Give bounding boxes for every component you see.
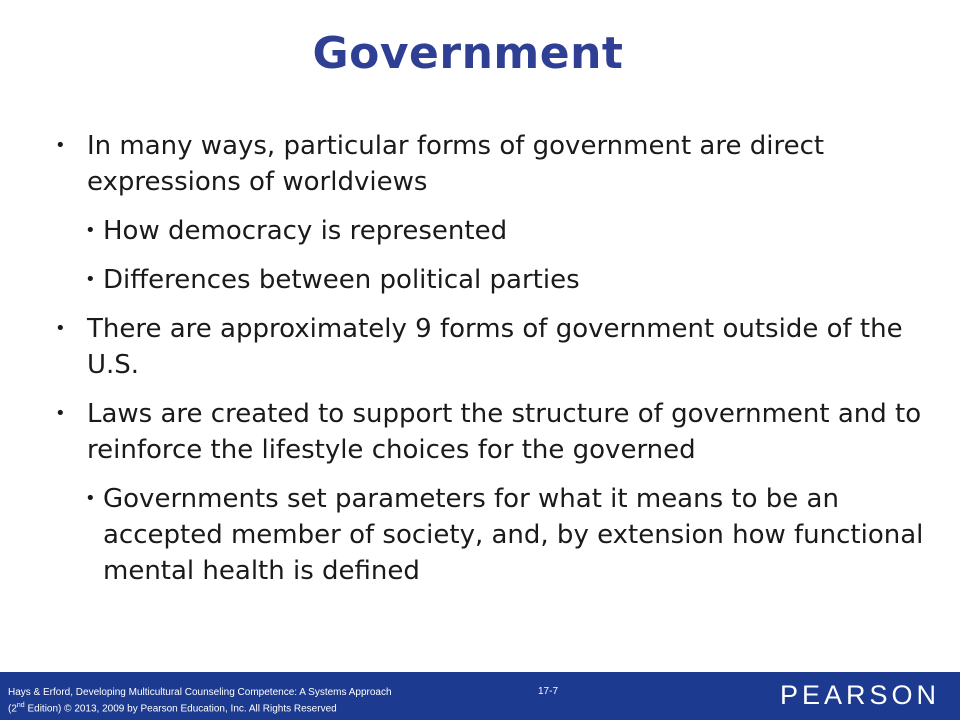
bullet-icon: • — [55, 135, 66, 156]
bullet-text: In many ways, particular forms of government are direct expressions of worldviews — [87, 131, 825, 197]
bullet-text: How democracy is represented — [103, 216, 508, 246]
footer-citation — [8, 686, 392, 715]
pearson-logo: PEARSON — [779, 680, 940, 710]
bullet-icon: • — [85, 488, 96, 509]
bullet-list — [44, 128, 940, 602]
sub-bullet-item — [44, 481, 940, 589]
citation-line-2 — [8, 699, 392, 715]
bullet-text: Laws are created to support the structure of government and to reinforce the lifestyle choices for the governed — [87, 399, 922, 465]
citation-line-1: Hays & Erford, Developing Multicultural Counseling Competence: A Systems Approach — [8, 687, 392, 698]
bullet-icon: • — [85, 269, 96, 290]
edition-number: (2 — [8, 703, 17, 715]
bullet-text: There are approximately 9 forms of government outside of the U.S. — [87, 314, 903, 380]
bullet-text: Governments set parameters for what it means to be an accepted member of society, and, by extension how functional mental health is defined — [103, 484, 924, 586]
sub-bullet-item — [44, 213, 940, 249]
bullet-icon: • — [55, 403, 66, 424]
citation-rest: Edition) © 2013, 2009 by Pearson Education, Inc. All Rights Reserved — [24, 703, 337, 715]
bullet-icon: • — [55, 318, 66, 339]
edition-superscript: nd — [16, 702, 25, 709]
bullet-item — [44, 128, 940, 200]
bullet-text: Differences between political parties — [103, 265, 580, 295]
bullet-item — [44, 396, 940, 468]
page-number: 17-7 — [538, 686, 559, 697]
sub-bullet-item — [44, 262, 940, 298]
bullet-icon: • — [85, 220, 96, 241]
bullet-item — [44, 311, 940, 383]
slide-title: Government — [312, 28, 624, 79]
footer-bar — [0, 672, 960, 720]
